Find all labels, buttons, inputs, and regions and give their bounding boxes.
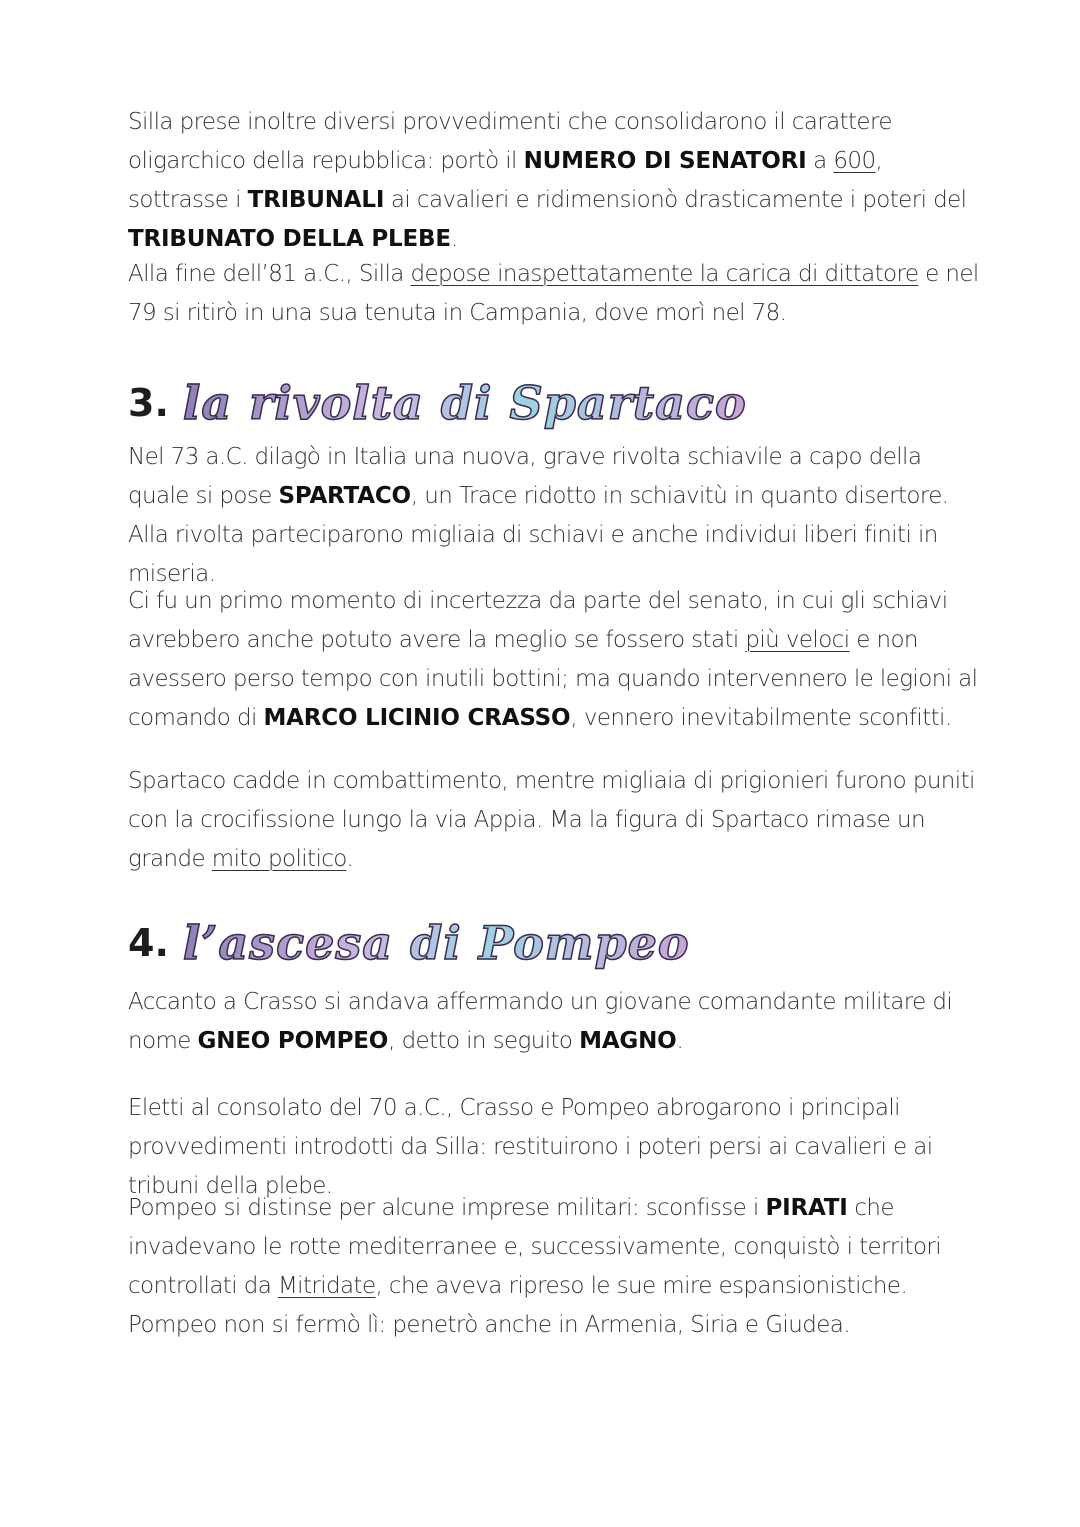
keyword-spartaco: SPARTACO xyxy=(278,483,411,509)
text: Ci fu un primo momento di incertezza da parte del senato, in cui gli schiavi avrebbero anche potuto avere la meglio se fossero stati xyxy=(128,588,948,653)
keyword-numero-senatori: NUMERO DI SENATORI xyxy=(523,148,807,174)
paragraph-rivolta-intro xyxy=(128,438,988,594)
section-number: 3. xyxy=(128,381,169,425)
underlined-mito-politico: mito politico xyxy=(211,846,347,872)
text: . xyxy=(346,846,354,872)
keyword-crasso: MARCO LICINIO CRASSO xyxy=(263,705,571,731)
text: , vennero inevitabilmente sconfitti. xyxy=(570,705,952,731)
underlined-mitridate: Mitridate xyxy=(277,1273,376,1299)
underlined-piu-veloci: più veloci xyxy=(745,627,850,653)
paragraph-spartaco-morte xyxy=(128,762,988,879)
text: Eletti al consolato del 70 a.C., Crasso e Pompeo abrogarono i principali provvedimenti introdotti da Silla: restituirono i poteri persi ai cavalieri e ai tribuni della plebe. xyxy=(128,1095,933,1199)
text: Alla fine dell’81 a.C., Silla xyxy=(128,261,411,287)
text: Silla prese inoltre diversi provvedimenti che consolidarono il carattere oligarchico della repubblica: portò il xyxy=(128,109,892,174)
section-title: la rivolta di Spartaco xyxy=(182,376,747,430)
text: che invadevano le rotte mediterranee e, successivamente, conquistò i territori controllati da xyxy=(128,1195,942,1299)
text: e nel 79 si ritirò in una sua tenuta in Campania, dove morì nel 78. xyxy=(128,261,979,326)
keyword-tribunato-plebe: TRIBUNATO DELLA PLEBE xyxy=(128,226,451,252)
text: , detto in seguito xyxy=(388,1028,580,1054)
paragraph-silla-provvedimenti xyxy=(128,103,988,259)
underlined-depose-carica: depose inaspettatamente la carica di dittatore xyxy=(410,261,919,287)
text: . xyxy=(450,226,458,252)
keyword-pirati: PIRATI xyxy=(765,1195,848,1221)
section-heading-4 xyxy=(128,908,690,978)
keyword-tribunali: TRIBUNALI xyxy=(247,187,385,213)
text: , che aveva ripreso le sue mire espansionistiche. Pompeo non si fermò lì: penetrò anche in Armenia, Siria e Giudea. xyxy=(128,1273,908,1338)
text: , un Trace ridotto in schiavitù in quanto disertore. xyxy=(410,483,949,509)
text: Pompeo si distinse per alcune imprese militari: sconfisse i xyxy=(128,1195,766,1221)
section-heading-3 xyxy=(128,368,747,438)
text: ai cavalieri e ridimensionò drasticamente i poteri del xyxy=(384,187,967,213)
section-number: 4. xyxy=(128,921,169,965)
paragraph-pompeo-imprese xyxy=(128,1189,988,1345)
text: Alla rivolta parteciparono migliaia di schiavi e anche individui liberi finiti in miseria. xyxy=(128,522,938,587)
text: e non avessero perso tempo con inutili bottini; ma quando intervennero le legioni al comando di xyxy=(128,627,978,731)
text: Accanto a Crasso si andava affermando un giovane comandante militare di nome xyxy=(128,989,953,1054)
keyword-magno: MAGNO xyxy=(579,1028,677,1054)
text: Nel 73 a.C. dilagò in Italia una nuova, grave rivolta schiavile a capo della quale si pose xyxy=(128,444,922,509)
paragraph-rivolta-senato xyxy=(128,582,988,738)
paragraph-silla-ritiro xyxy=(128,255,988,333)
section-title: l’ascesa di Pompeo xyxy=(182,916,690,970)
keyword-gneo-pompeo: GNEO POMPEO xyxy=(197,1028,389,1054)
text: . xyxy=(676,1028,684,1054)
underlined-600: 600 xyxy=(833,148,876,174)
text: , sottrasse i xyxy=(128,148,883,213)
text: a xyxy=(806,148,834,174)
text: Spartaco cadde in combattimento, mentre migliaia di prigionieri furono puniti con la crocifissione lungo la via Appia. Ma la figura di Spartaco rimase un grande xyxy=(128,768,975,872)
paragraph-pompeo-intro xyxy=(128,983,988,1061)
